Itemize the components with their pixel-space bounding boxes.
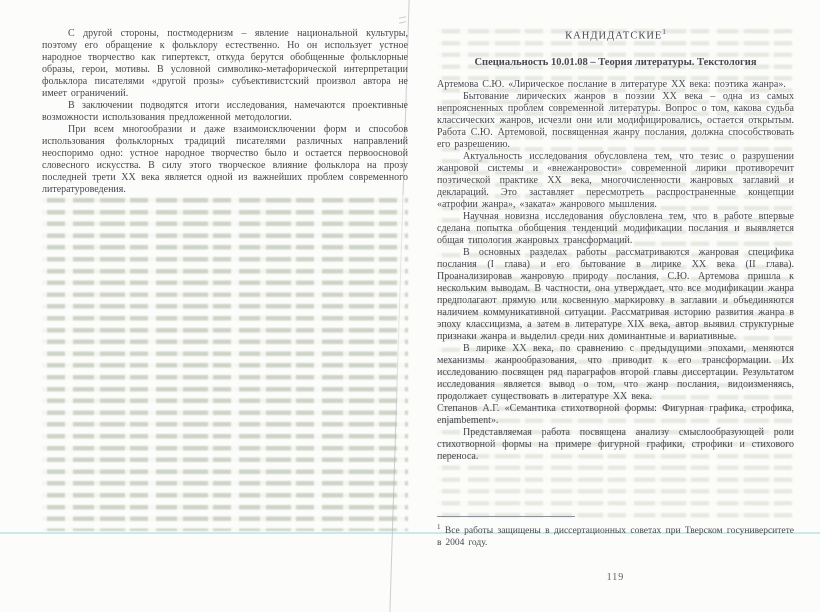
paragraph: В основных разделах работы рассматриваются жанровая специфика послания (I глава) и его бытование в лирике ХХ века (II глава). Проанализировав жанровую природу послания, С.Ю. Артемова пришла к нескольким выводам. В частности, она утверждает, что все модификации жанра предполагают прямую или косвенную маркировку в заглавии и объединяются наличием коммуникативной ситуации. Рассматривая историю развития жанра в эпоху классицизма, а затем в литературе XIX века, автор выявил структурные признаки жанра и выделил среди них доминантные и вариативные. <box>437 246 794 342</box>
footnote-text: Все работы защищены в диссертационных советах при Тверском госуниверситете в 2004 году. <box>437 526 794 549</box>
paragraph: Бытование лирических жанров в поэзии ХХ века – одна из самых непроясненных проблем современной литературы. Вопрос о том, какова судьба классических жанров, исчезли они или модифицировались, остается открытым. Работа С.Ю. Артемовой, посвященная жанру послания, должна способствовать его разрешению. <box>437 90 794 150</box>
entry-title: Степанов А.Г. «Семантика стихотворной формы: Фигурная графика, строфика, enjambement». <box>437 402 794 426</box>
footnote-separator <box>437 516 575 517</box>
paragraph: В заключении подводятся итоги исследования, намечаются проективные возможности использования предложенной методологии. <box>42 100 408 123</box>
footnote <box>437 521 794 549</box>
left-page <box>42 28 408 599</box>
footnote-block <box>437 516 794 549</box>
footnote-mark: 1 <box>437 523 441 531</box>
right-page <box>437 26 794 599</box>
entry-title: Артемова С.Ю. «Лирическое послание в литературе ХХ века: поэтика жанра». <box>437 78 786 90</box>
bleed-through-text <box>42 195 408 531</box>
specialty-heading: Специальность 10.01.08 – Теория литературы. Текстология <box>474 56 757 68</box>
paragraph: Научная новизна исследования обусловлена тем, что в работе впервые сделана попытка обобщения тенденций модификации послания и выявляется общая типология жанровых трансформаций. <box>437 210 794 246</box>
section-heading <box>437 26 794 43</box>
paragraph: При всем многообразии и даже взаимоисключении форм и способов использования фольклорных традиций писателями различных направлений неоспоримо одно: устное народное творчество было и остается первоосновой словесного искусства. В силу этого творческое влияние фольклора на прозу последней трети ХХ века является одной из важнейших проблем современного литературоведения. <box>42 124 408 195</box>
paragraph: С другой стороны, постмодернизм – явление национальной культуры, поэтому его обращение к фольклору естественно. Но он использует устное народное творчество как гипертекст, откуда берутся обобщенные фольклорные образы, герои, мотивы. В условной символико-метафорической интерпретации фольклора писателями «другой прозы» субъективистский произвол автора не имеет ограничений. <box>42 28 408 99</box>
paragraph: В лирике ХХ века, по сравнению с предыдущими эпохами, меняются механизмы жанрообразования, что приводит к его трансформации. Их исследованию посвящен ряд параграфов второй главы диссертации. Результатом исследования является вывод о том, что жанр послания, видоизменяясь, продолжает существовать в литературе ХХ века. <box>437 342 794 402</box>
paragraph: Актуальность исследования обусловлена тем, что тезис о разрушении жанровой системы и «внежанровости» современной лирики противоречит поэтической практике ХХ века, многочисленности жанровых заглавий и деклараций. Это заставляет пересмотреть распространенные концепции «атрофии жанра», «заката» жанрового мышления. <box>437 150 794 210</box>
footnote-reference-mark: 1 <box>662 28 666 36</box>
paragraph: Представляемая работа посвящена анализу смыслообразующей роли стихотворной формы на примере фигурной графики, строфики и стихового переноса. <box>437 426 794 462</box>
section-heading-text: КАНДИДАТСКИЕ <box>565 30 663 42</box>
page-number: 119 <box>606 572 625 583</box>
